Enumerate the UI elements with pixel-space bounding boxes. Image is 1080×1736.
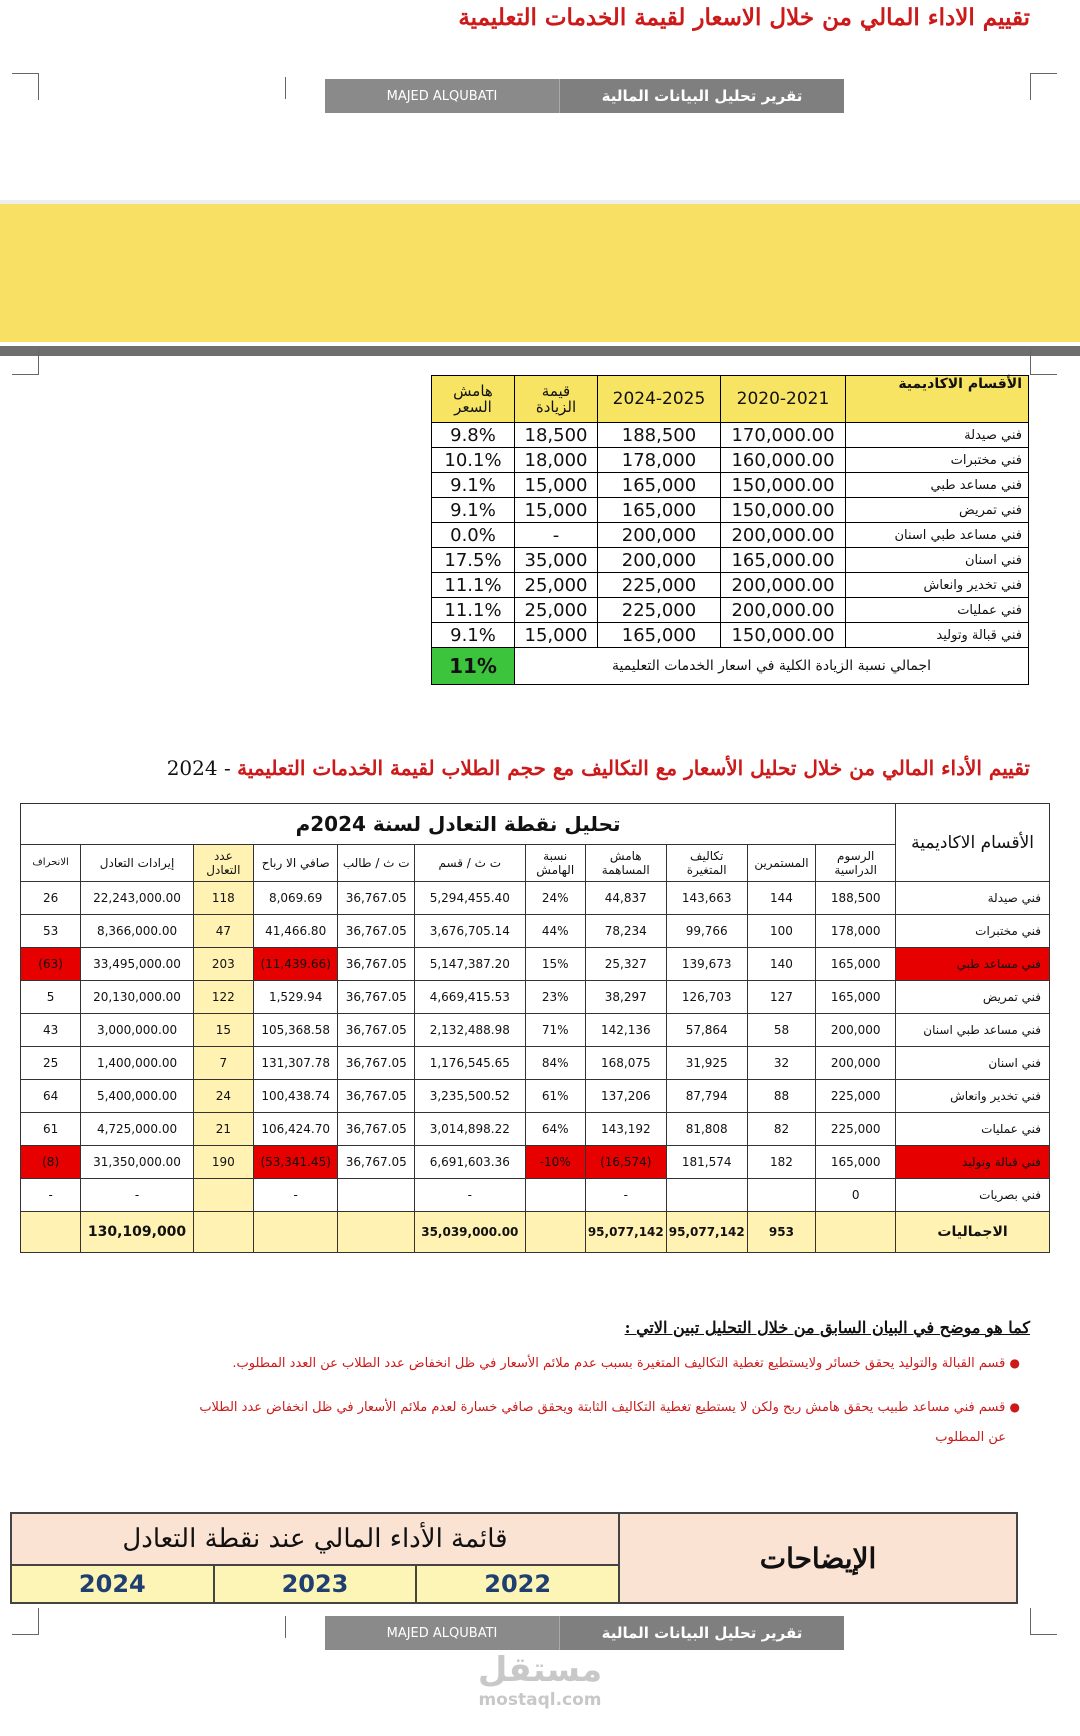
- data-cell: 15: [193, 1014, 253, 1047]
- dept-name: فني مساعد طبي اسنان: [846, 523, 1029, 548]
- data-cell: 36,767.05: [338, 1047, 415, 1080]
- data-cell: 36,767.05: [338, 1113, 415, 1146]
- header-increase: قيمة الزيادة: [515, 376, 598, 423]
- price-cell: 9.1%: [432, 473, 515, 498]
- dept-name: فني تخدير وانعاش: [846, 573, 1029, 598]
- table-row: [432, 548, 1029, 573]
- table-row: [21, 1080, 1050, 1113]
- price-cell: 165,000: [598, 623, 721, 648]
- data-cell: 181,574: [666, 1146, 747, 1179]
- column-header: صافي الا رباح: [253, 845, 338, 882]
- data-cell: -: [585, 1179, 666, 1212]
- data-cell: 168,075: [585, 1047, 666, 1080]
- price-increase-table: [431, 375, 1029, 685]
- price-cell: 200,000: [598, 523, 721, 548]
- price-cell: 35,000: [515, 548, 598, 573]
- total-cell: 953: [747, 1212, 816, 1253]
- total-cell: [525, 1212, 585, 1253]
- table-row: [21, 1113, 1050, 1146]
- data-cell: 31,350,000.00: [81, 1146, 194, 1179]
- header-bar: [325, 79, 844, 113]
- yellow-banner: [0, 200, 1080, 342]
- total-cell: 95,077,142: [585, 1212, 666, 1253]
- data-cell: 3,676,705.14: [415, 915, 526, 948]
- data-cell: 44,837: [585, 882, 666, 915]
- data-cell: 10%-: [525, 1146, 585, 1179]
- table-row: [21, 981, 1050, 1014]
- dept-name: فني تخدير وانعاش: [896, 1080, 1050, 1113]
- data-cell: 5,400,000.00: [81, 1080, 194, 1113]
- table-row: [432, 573, 1029, 598]
- data-cell: (11,439.66): [253, 948, 338, 981]
- price-cell: 18,000: [515, 448, 598, 473]
- data-cell: 200,000: [816, 1014, 896, 1047]
- dept-header: الأقسام الاكاديمية: [896, 804, 1050, 882]
- header-2020: 2020-2021: [721, 376, 846, 423]
- grey-rule: [0, 346, 1080, 356]
- page-title: تقييم الاداء المالي من خلال الاسعار لقيمة الخدمات التعليمية: [458, 4, 1030, 31]
- header-dept: الأقسام الاكاديمية: [846, 376, 1029, 423]
- data-cell: 8,069.69: [253, 882, 338, 915]
- column-header: نسبة الهامش: [525, 845, 585, 882]
- author-label: MAJED ALQUBATI: [325, 79, 559, 113]
- data-cell: 23%: [525, 981, 585, 1014]
- data-cell: 188,500: [816, 882, 896, 915]
- data-cell: 36,767.05: [338, 1080, 415, 1113]
- crop-mark: [12, 1608, 39, 1635]
- table-row: [21, 948, 1050, 981]
- price-cell: 9.1%: [432, 498, 515, 523]
- price-cell: 0.0%: [432, 523, 515, 548]
- dept-name: فني اسنان: [846, 548, 1029, 573]
- section-title: [40, 756, 1030, 780]
- data-cell: 1,400,000.00: [81, 1047, 194, 1080]
- price-cell: 11.1%: [432, 598, 515, 623]
- totals-label: الاجماليات: [896, 1212, 1050, 1253]
- column-header: ت ث / طالب: [338, 845, 415, 882]
- data-cell: -: [81, 1179, 194, 1212]
- price-cell: 15,000: [515, 473, 598, 498]
- price-cell: 200,000: [598, 548, 721, 573]
- analysis-bullet: [40, 1392, 1020, 1453]
- watermark-site: mostaql.com: [478, 1690, 602, 1710]
- breakeven-header-row: [21, 845, 1050, 882]
- price-cell: 25,000: [515, 598, 598, 623]
- dept-name: فني اسنان: [896, 1047, 1050, 1080]
- data-cell: 88: [747, 1080, 816, 1113]
- total-cell: 95,077,142: [666, 1212, 747, 1253]
- data-cell: 3,014,898.22: [415, 1113, 526, 1146]
- price-cell: 225,000: [598, 598, 721, 623]
- data-cell: 127: [747, 981, 816, 1014]
- performance-title: قائمة الأداء المالي عند نقطة التعادل: [11, 1513, 619, 1565]
- data-cell: 33,495,000.00: [81, 948, 194, 981]
- data-cell: 78,234: [585, 915, 666, 948]
- data-cell: 31,925: [666, 1047, 747, 1080]
- total-label: اجمالي نسبة الزيادة الكلية في اسعار الخدمات التعليمية: [515, 648, 1029, 685]
- data-cell: 41,466.80: [253, 915, 338, 948]
- data-cell: 81,808: [666, 1113, 747, 1146]
- data-cell: 137,206: [585, 1080, 666, 1113]
- header-margin: هامش السعر: [432, 376, 515, 423]
- price-cell: 15,000: [515, 498, 598, 523]
- data-cell: 3,000,000.00: [81, 1014, 194, 1047]
- dept-name: فني مساعد طبي: [846, 473, 1029, 498]
- data-cell: 106,424.70: [253, 1113, 338, 1146]
- column-header: ت ث / قسم: [415, 845, 526, 882]
- table-row: [432, 473, 1029, 498]
- data-cell: 165,000: [816, 1146, 896, 1179]
- price-cell: 165,000: [598, 498, 721, 523]
- data-cell: -: [21, 1179, 81, 1212]
- table-row: [21, 882, 1050, 915]
- data-cell: 36,767.05: [338, 915, 415, 948]
- data-cell: 100: [747, 915, 816, 948]
- data-cell: 7: [193, 1047, 253, 1080]
- data-cell: 36,767.05: [338, 1146, 415, 1179]
- dept-name: فني عمليات: [846, 598, 1029, 623]
- table-row: [432, 523, 1029, 548]
- price-cell: 225,000: [598, 573, 721, 598]
- price-cell: 178,000: [598, 448, 721, 473]
- section-title-main: تقييم الأداء المالي من خلال تحليل الأسعار مع التكاليف مع حجم الطلاب لقيمة الخدمات التعليمية: [237, 756, 1030, 780]
- data-cell: 21: [193, 1113, 253, 1146]
- total-cell: [338, 1212, 415, 1253]
- table-row: [21, 915, 1050, 948]
- data-cell: 144: [747, 882, 816, 915]
- data-cell: [525, 1179, 585, 1212]
- watermark: [460, 1650, 620, 1710]
- section-title-year: - 2024: [166, 756, 231, 780]
- year-2024: 2024: [11, 1565, 214, 1603]
- table-row: [432, 423, 1029, 448]
- data-cell: (53,341.45): [253, 1146, 338, 1179]
- table-header-row: [432, 376, 1029, 423]
- total-cell: [253, 1212, 338, 1253]
- report-label: تقرير تحليل البيانات المالية: [559, 79, 844, 113]
- price-cell: 9.8%: [432, 423, 515, 448]
- price-cell: 200,000.00: [721, 523, 846, 548]
- dept-name: فني مساعد طبي اسنان: [896, 1014, 1050, 1047]
- breakeven-table: [20, 803, 1050, 1253]
- price-cell: 17.5%: [432, 548, 515, 573]
- year-2023: 2023: [214, 1565, 417, 1603]
- price-cell: 150,000.00: [721, 498, 846, 523]
- dept-name: فني مختبرات: [896, 915, 1050, 948]
- data-cell: 99,766: [666, 915, 747, 948]
- table-row: [21, 1014, 1050, 1047]
- price-cell: 150,000.00: [721, 473, 846, 498]
- price-cell: 200,000.00: [721, 573, 846, 598]
- footer-bar: [325, 1616, 844, 1650]
- table-row: [432, 498, 1029, 523]
- total-cell: 130,109,000: [81, 1212, 194, 1253]
- data-cell: 43: [21, 1014, 81, 1047]
- data-cell: 143,192: [585, 1113, 666, 1146]
- price-cell: 15,000: [515, 623, 598, 648]
- data-cell: 61: [21, 1113, 81, 1146]
- data-cell: 105,368.58: [253, 1014, 338, 1047]
- price-cell: 9.1%: [432, 623, 515, 648]
- column-header: الانحراف: [21, 845, 81, 882]
- data-cell: 58: [747, 1014, 816, 1047]
- dept-name: فني مختبرات: [846, 448, 1029, 473]
- price-cell: 165,000: [598, 473, 721, 498]
- data-cell: 1,176,545.65: [415, 1047, 526, 1080]
- crop-mark: [1030, 348, 1057, 375]
- data-cell: 84%: [525, 1047, 585, 1080]
- data-cell: 190: [193, 1146, 253, 1179]
- report-label: تقرير تحليل البيانات المالية: [559, 1616, 844, 1650]
- data-cell: 2,132,488.98: [415, 1014, 526, 1047]
- total-cell: [193, 1212, 253, 1253]
- total-value: 11%: [432, 648, 515, 685]
- price-cell: 165,000.00: [721, 548, 846, 573]
- dept-name: فني بصريات: [896, 1179, 1050, 1212]
- data-cell: 122: [193, 981, 253, 1014]
- data-cell: 87,794: [666, 1080, 747, 1113]
- column-header: هامش المساهمة: [585, 845, 666, 882]
- explanations-header: الإيضاحات: [619, 1513, 1017, 1603]
- data-cell: [666, 1179, 747, 1212]
- data-cell: 225,000: [816, 1113, 896, 1146]
- dept-name: فني عمليات: [896, 1113, 1050, 1146]
- table-row: [432, 623, 1029, 648]
- dept-name: فني تمريض: [846, 498, 1029, 523]
- performance-table: [10, 1512, 1018, 1604]
- dept-name: فني تمريض: [896, 981, 1050, 1014]
- data-cell: 165,000: [816, 981, 896, 1014]
- data-cell: 4,725,000.00: [81, 1113, 194, 1146]
- author-label: MAJED ALQUBATI: [325, 1616, 559, 1650]
- data-cell: 36,767.05: [338, 882, 415, 915]
- data-cell: 82: [747, 1113, 816, 1146]
- data-cell: 25,327: [585, 948, 666, 981]
- total-cell: 35,039,000.00: [415, 1212, 526, 1253]
- data-cell: 5,147,387.20: [415, 948, 526, 981]
- header-2024: 2024-2025: [598, 376, 721, 423]
- dept-name: فني قبالة وتوليد: [896, 1146, 1050, 1179]
- crop-mark: [1030, 1608, 1057, 1635]
- watermark-logo: مستقل: [477, 1650, 603, 1690]
- data-cell: 3,235,500.52: [415, 1080, 526, 1113]
- analysis-bullet: [60, 1356, 1020, 1371]
- data-cell: 126,703: [666, 981, 747, 1014]
- data-cell: 5: [21, 981, 81, 1014]
- data-cell: 36,767.05: [338, 981, 415, 1014]
- price-cell: 11.1%: [432, 573, 515, 598]
- crop-mark: [285, 1616, 286, 1638]
- price-cell: -: [515, 523, 598, 548]
- column-header: تكاليف المتغيرة: [666, 845, 747, 882]
- dept-name: فني صيدلة: [846, 423, 1029, 448]
- data-cell: 47: [193, 915, 253, 948]
- data-cell: 225,000: [816, 1080, 896, 1113]
- bullet-icon: ●: [1009, 1400, 1020, 1414]
- table-row: [21, 1179, 1050, 1212]
- data-cell: 6,691,603.36: [415, 1146, 526, 1179]
- table-row: [21, 1047, 1050, 1080]
- price-cell: 18,500: [515, 423, 598, 448]
- data-cell: 44%: [525, 915, 585, 948]
- price-cell: 170,000.00: [721, 423, 846, 448]
- data-cell: 61%: [525, 1080, 585, 1113]
- analysis-heading: كما هو موضح في البيان السابق من خلال التحليل تبين الاتي :: [624, 1318, 1030, 1337]
- data-cell: 36,767.05: [338, 948, 415, 981]
- data-cell: 36,767.05: [338, 1014, 415, 1047]
- data-cell: 165,000: [816, 948, 896, 981]
- price-cell: 10.1%: [432, 448, 515, 473]
- data-cell: 139,673: [666, 948, 747, 981]
- data-cell: 24%: [525, 882, 585, 915]
- year-2022: 2022: [416, 1565, 619, 1603]
- dept-name: فني صيدلة: [896, 882, 1050, 915]
- crop-mark: [12, 348, 39, 375]
- data-cell: 57,864: [666, 1014, 747, 1047]
- data-cell: 178,000: [816, 915, 896, 948]
- data-cell: 53: [21, 915, 81, 948]
- dept-name: فني قبالة وتوليد: [846, 623, 1029, 648]
- data-cell: 143,663: [666, 882, 747, 915]
- data-cell: 203: [193, 948, 253, 981]
- table-row: [432, 598, 1029, 623]
- data-cell: [747, 1179, 816, 1212]
- data-cell: 26: [21, 882, 81, 915]
- price-cell: 25,000: [515, 573, 598, 598]
- analysis-bullet-2: قسم فني مساعد طبيب يحقق هامش ربح ولكن لا يستطيع تغطية التكاليف الثابتة ويحقق صافي خسارة لعدم ملائم الأسعار في ظل انخفاض عدد الطلاب: [199, 1400, 1006, 1415]
- data-cell: 8,366,000.00: [81, 915, 194, 948]
- totals-row: [21, 1212, 1050, 1253]
- table-row: [21, 1146, 1050, 1179]
- data-cell: 0: [816, 1179, 896, 1212]
- data-cell: (8): [21, 1146, 81, 1179]
- data-cell: 200,000: [816, 1047, 896, 1080]
- data-cell: [193, 1179, 253, 1212]
- column-header: إيرادات التعادل: [81, 845, 194, 882]
- crop-mark: [12, 73, 39, 100]
- data-cell: -: [253, 1179, 338, 1212]
- price-cell: 188,500: [598, 423, 721, 448]
- dept-name: فني مساعد طبي: [896, 948, 1050, 981]
- column-header: عدد التعادل: [193, 845, 253, 882]
- data-cell: 71%: [525, 1014, 585, 1047]
- crop-mark: [285, 77, 286, 99]
- data-cell: [338, 1179, 415, 1212]
- bullet-icon: ●: [1009, 1356, 1020, 1370]
- breakeven-title-row: [21, 804, 1050, 845]
- data-cell: 22,243,000.00: [81, 882, 194, 915]
- price-cell: 160,000.00: [721, 448, 846, 473]
- price-cell: 200,000.00: [721, 598, 846, 623]
- data-cell: 4,669,415.53: [415, 981, 526, 1014]
- table-row: [432, 448, 1029, 473]
- data-cell: 64: [21, 1080, 81, 1113]
- data-cell: 15%: [525, 948, 585, 981]
- price-cell: 150,000.00: [721, 623, 846, 648]
- column-header: المستمرين: [747, 845, 816, 882]
- breakeven-title: تحليل نقطة التعادل لسنة 2024م: [21, 804, 896, 845]
- data-cell: 100,438.74: [253, 1080, 338, 1113]
- data-cell: 38,297: [585, 981, 666, 1014]
- data-cell: 25: [21, 1047, 81, 1080]
- data-cell: (63): [21, 948, 81, 981]
- data-cell: -: [415, 1179, 526, 1212]
- data-cell: 32: [747, 1047, 816, 1080]
- data-cell: 118: [193, 882, 253, 915]
- data-cell: 64%: [525, 1113, 585, 1146]
- data-cell: 131,307.78: [253, 1047, 338, 1080]
- data-cell: (16,574): [585, 1146, 666, 1179]
- total-cell: [816, 1212, 896, 1253]
- data-cell: 1,529.94: [253, 981, 338, 1014]
- data-cell: 20,130,000.00: [81, 981, 194, 1014]
- crop-mark: [1030, 73, 1057, 100]
- data-cell: 140: [747, 948, 816, 981]
- total-cell: [21, 1212, 81, 1253]
- data-cell: 5,294,455.40: [415, 882, 526, 915]
- data-cell: 142,136: [585, 1014, 666, 1047]
- data-cell: 182: [747, 1146, 816, 1179]
- analysis-bullet-2-cont: عن المطلوب: [935, 1430, 1006, 1445]
- column-header: الرسوم الدراسية: [816, 845, 896, 882]
- data-cell: 24: [193, 1080, 253, 1113]
- analysis-bullet-1: قسم القبالة والتوليد يحقق خسائر ولايستطيع تغطية التكاليف المتغيرة بسبب عدم ملائم الأسعار في ظل انخفاض عدد الطلاب عن العدد المطلوب.: [232, 1356, 1006, 1371]
- total-row: [432, 648, 1029, 685]
